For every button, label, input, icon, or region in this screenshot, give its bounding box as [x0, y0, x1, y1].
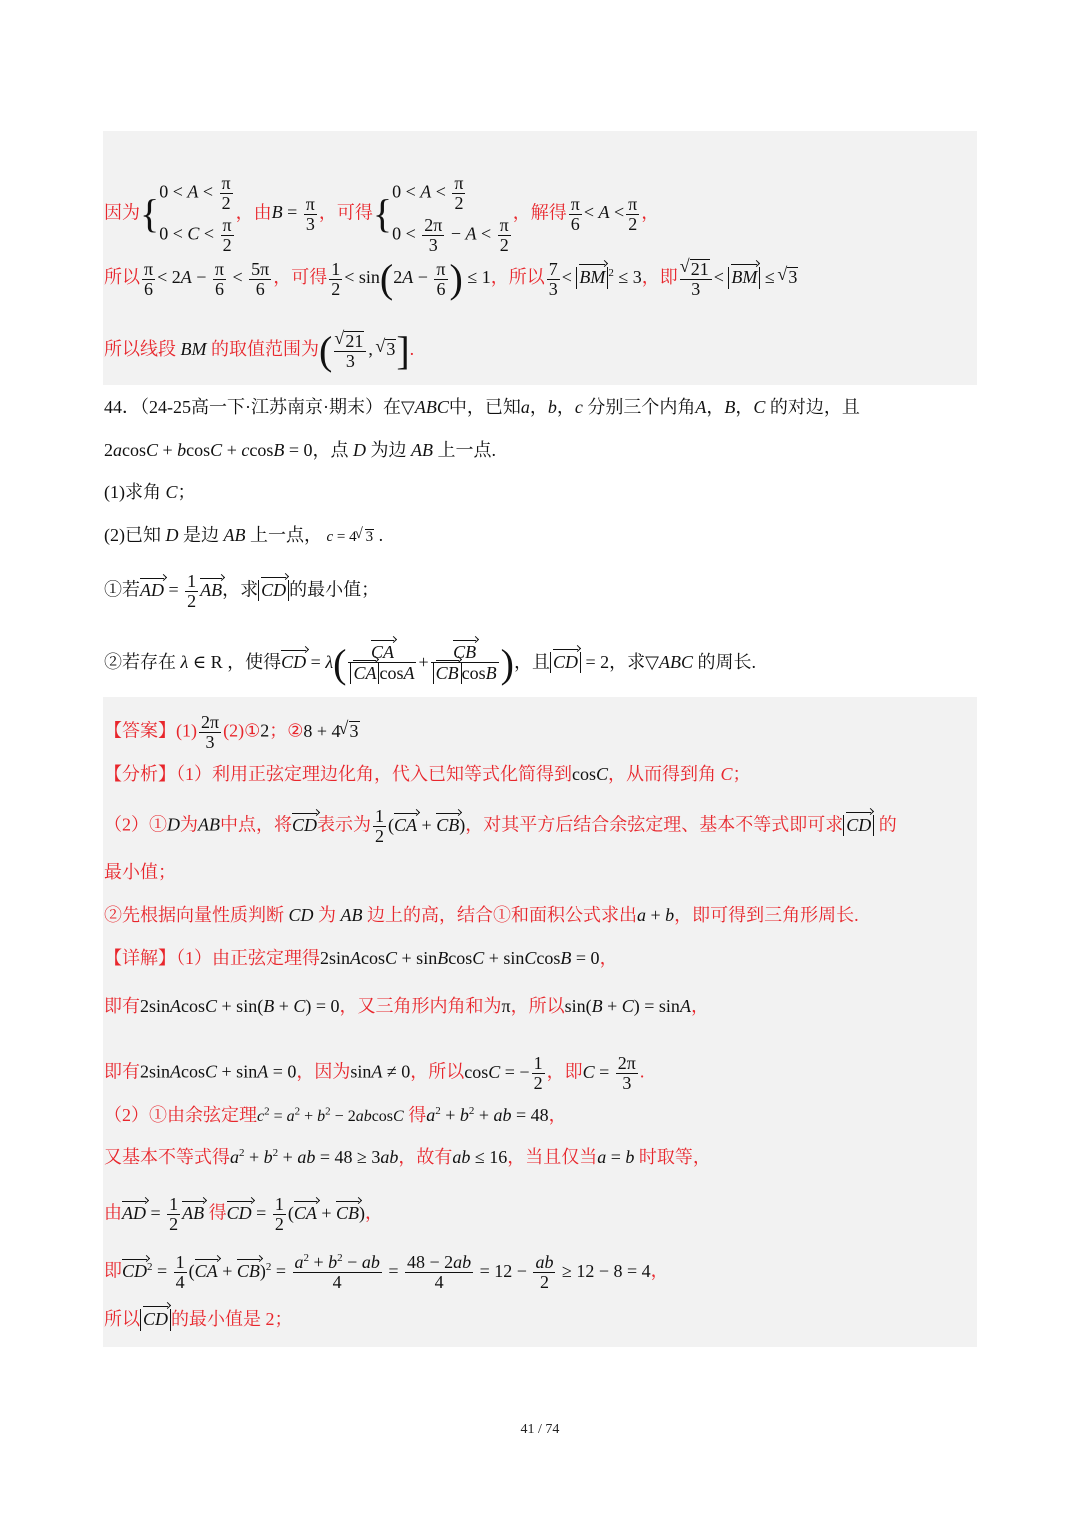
text: ②若存在: [104, 651, 176, 672]
text: 又基本不等式得: [104, 1147, 230, 1167]
question-sub-2: ②若存在 λ ∈ R ，使得CD = λ( $\frac{CA}{\text{CA cosA}}$ + $\frac{CB}{\text{CB cosB}}$ )，且 CD = 2，求▽ABC 的周长.: [104, 640, 756, 686]
answer-block: [103, 697, 977, 1347]
question-line-1: 44．（24-25高一下·江苏南京·期末）在▽ABC中，已知a，b，c 分别三个内角A，B，C 的对边，且: [104, 397, 860, 417]
text: ，所以: [410, 1061, 465, 1082]
text: 的最小值；: [289, 579, 380, 600]
solution-line-2: 所以 $\frac{\pi}{6}$ < 2A − $\frac{\pi}{6}$ < $\frac{5\pi}{6}$ ，可得 $\frac{1}{2}$ < sin(2A − $\frac{\pi}{6}$ ) ≤ 1，所以 $\frac{7}{3}$ < BM $^2$ ≤ 3，即 √ $\frac{21}{3}$ < BM ≤ √ 3: [104, 259, 798, 299]
text: ①若: [104, 579, 140, 600]
answer-label: 【答案】: [104, 720, 176, 741]
text: (1)求角: [104, 482, 161, 502]
answer-line: 【答案】(1) $\frac{2\pi}{3}$ (2)①2；②8 + 4√ 3: [104, 713, 360, 752]
detail-line-5: 又基本不等式得$a^2 + b^2$ + ab = 48 ≥ 3ab，故有ab ≤ 16，当且仅当a = b 时取等，: [104, 1147, 711, 1167]
solution-block-top: [103, 131, 977, 385]
text: ，即: [546, 1061, 583, 1082]
text: 分别三个内角: [587, 397, 696, 417]
text: ，求: [609, 651, 646, 672]
detail-line-1: 【详解】（1）由正弦定理得2sinAcosC + sinBcosC + sinCcosB = 0，: [104, 948, 618, 968]
text: 为边: [370, 440, 407, 460]
text: 因为: [104, 202, 140, 223]
text: ，可得: [318, 202, 373, 223]
analysis-label: 【分析】: [104, 764, 176, 784]
text: （2）①由余弦定理: [104, 1105, 257, 1125]
text: (2)已知: [104, 525, 161, 545]
text: 的最小值是 2；: [171, 1309, 293, 1329]
text: ，点: [312, 440, 349, 460]
text: ，解得: [512, 202, 567, 223]
text: （1）利用正弦定理边化角，代入已知等式化简得到: [176, 764, 572, 784]
solution-line-1: 因为{ 0 < A < $\frac{\pi}{2}$ 0 < C < $\frac{\pi}{2}$ ，由B = $\frac{\pi}{3}$ ，可得{ 0 < A < $\frac{\pi}{2}$ 0 < $\frac{2\pi}{3}$ − A < $\frac{\pi}{2}$ ，解得 $\frac{\pi}{6}$ < A < $\frac{\pi}{2}$ ，: [104, 173, 660, 255]
analysis-line-1: 【分析】（1）利用正弦定理边化角，代入已知等式化简得到cosC，从而得到角 C；: [104, 764, 751, 784]
text: ，由: [235, 202, 272, 223]
detail-line-7: 即$CD^2$ = $\frac{1}{4}$ (CA + CB)$^2$ = $\frac{a^2 + b^2 - ab}{4}$ = $\frac{48 - 2ab}{4}$ = 12 − $\frac{ab}{2}$ ≥ 12 − 8 = 4，: [104, 1252, 669, 1292]
text: 为: [180, 814, 198, 835]
question-part-1: (1)求角 C；: [104, 482, 196, 502]
text: ，且: [513, 651, 550, 672]
detail-line-8: 所以 CD 的最小值是 2；: [104, 1309, 293, 1329]
text: 得: [408, 1105, 427, 1125]
text: 最小值；: [104, 862, 176, 882]
detail-line-3: 即有2sinAcosC + sinA = 0，因为sinA ≠ 0，所以cosC = − $\frac{1}{2}$ ，即C = $\frac{2\pi}{3}$ .: [104, 1053, 645, 1093]
text: （1）由正弦定理得: [176, 948, 320, 968]
text: 即: [104, 1260, 122, 1281]
text: 所以: [104, 267, 140, 288]
text: 表示为: [317, 814, 372, 835]
text: ，所以: [490, 267, 545, 288]
text: 即有: [104, 996, 140, 1016]
text: 上一点.: [437, 440, 496, 460]
text: ，即: [641, 267, 678, 288]
text: ，可得: [273, 267, 328, 288]
text: 为: [318, 905, 337, 925]
text: 中点，将: [220, 814, 292, 835]
text: ，又三角形内角和为: [339, 996, 502, 1016]
text: 是边: [183, 525, 219, 545]
question-part-2: (2)已知 D 是边 AB 上一点， c = 4√ 3 .: [104, 526, 383, 545]
analysis-line-2: （2）①D为AB中点，将CD表示为 $\frac{1}{2}$ (CA + CB)，对其平方后结合余弦定理、基本不等式即可求 CD 的: [104, 806, 897, 846]
page-number: 41 / 74: [520, 1422, 560, 1437]
text: 所以线段: [104, 339, 176, 360]
text: 时取等，: [638, 1147, 711, 1167]
text: 中，已知: [448, 397, 521, 417]
text: ，因为: [296, 1061, 351, 1082]
analysis-line-2b: [104, 863, 176, 881]
question-number: 44．: [104, 397, 140, 417]
text: ，对其平方后结合余弦定理、基本不等式即可求: [465, 814, 844, 835]
solution-line-3: 所以线段 BM 的取值范围为( √ $\frac{21}{3}$ , √ 3].: [104, 331, 414, 371]
text: 的: [878, 814, 897, 835]
question-line-2: 2acosC + bcosC + ccosB = 0，点 D 为边 AB 上一点.: [104, 440, 496, 460]
text: ，故有: [398, 1147, 453, 1167]
text: 所以: [104, 1309, 140, 1329]
text: （2）①: [104, 814, 167, 835]
text: 的取值范围为: [211, 339, 319, 360]
text: 上一点，: [250, 525, 322, 545]
detail-line-6: 由AD = $\frac{1}{2}$ AB 得CD = $\frac{1}{2}$ (CA + CB)，: [104, 1194, 384, 1234]
text: ，使得: [227, 651, 282, 672]
text: ，从而得到角: [608, 764, 717, 784]
text: ，当且仅当: [507, 1147, 598, 1167]
question-sub-1: ①若AD = $\frac{1}{2}$ AB，求 CD 的最小值；: [104, 571, 380, 611]
text: （24-25高一下·江苏南京·期末）在: [140, 397, 401, 417]
text: ②先根据向量性质判断: [104, 905, 284, 925]
text: 的对边，且: [769, 397, 860, 417]
text: ，即可得到三角形周长.: [674, 905, 859, 925]
text: 即有: [104, 1061, 140, 1082]
detail-line-4: （2）①由余弦定理$c^2 = a^2 + b^2 - 2abcosC$ 得$a^2 + b^2$ + ab = 48，: [104, 1105, 567, 1125]
text: ，求: [222, 579, 259, 600]
text: 由: [104, 1202, 122, 1223]
detail-line-2: 即有2sinAcosC + sin(B + C) = 0，又三角形内角和为π，所以sin(B + C) = sinA，: [104, 996, 709, 1016]
text: 边上的高，结合①和面积公式求出: [367, 905, 638, 925]
analysis-line-3: ②先根据向量性质判断 CD 为 AB 边上的高，结合①和面积公式求出a + b，即可得到三角形周长.: [104, 905, 859, 925]
text: 得: [208, 1202, 227, 1223]
detail-label: 【详解】: [104, 948, 176, 968]
text: 的周长.: [697, 651, 756, 672]
text: ，所以: [510, 996, 565, 1016]
